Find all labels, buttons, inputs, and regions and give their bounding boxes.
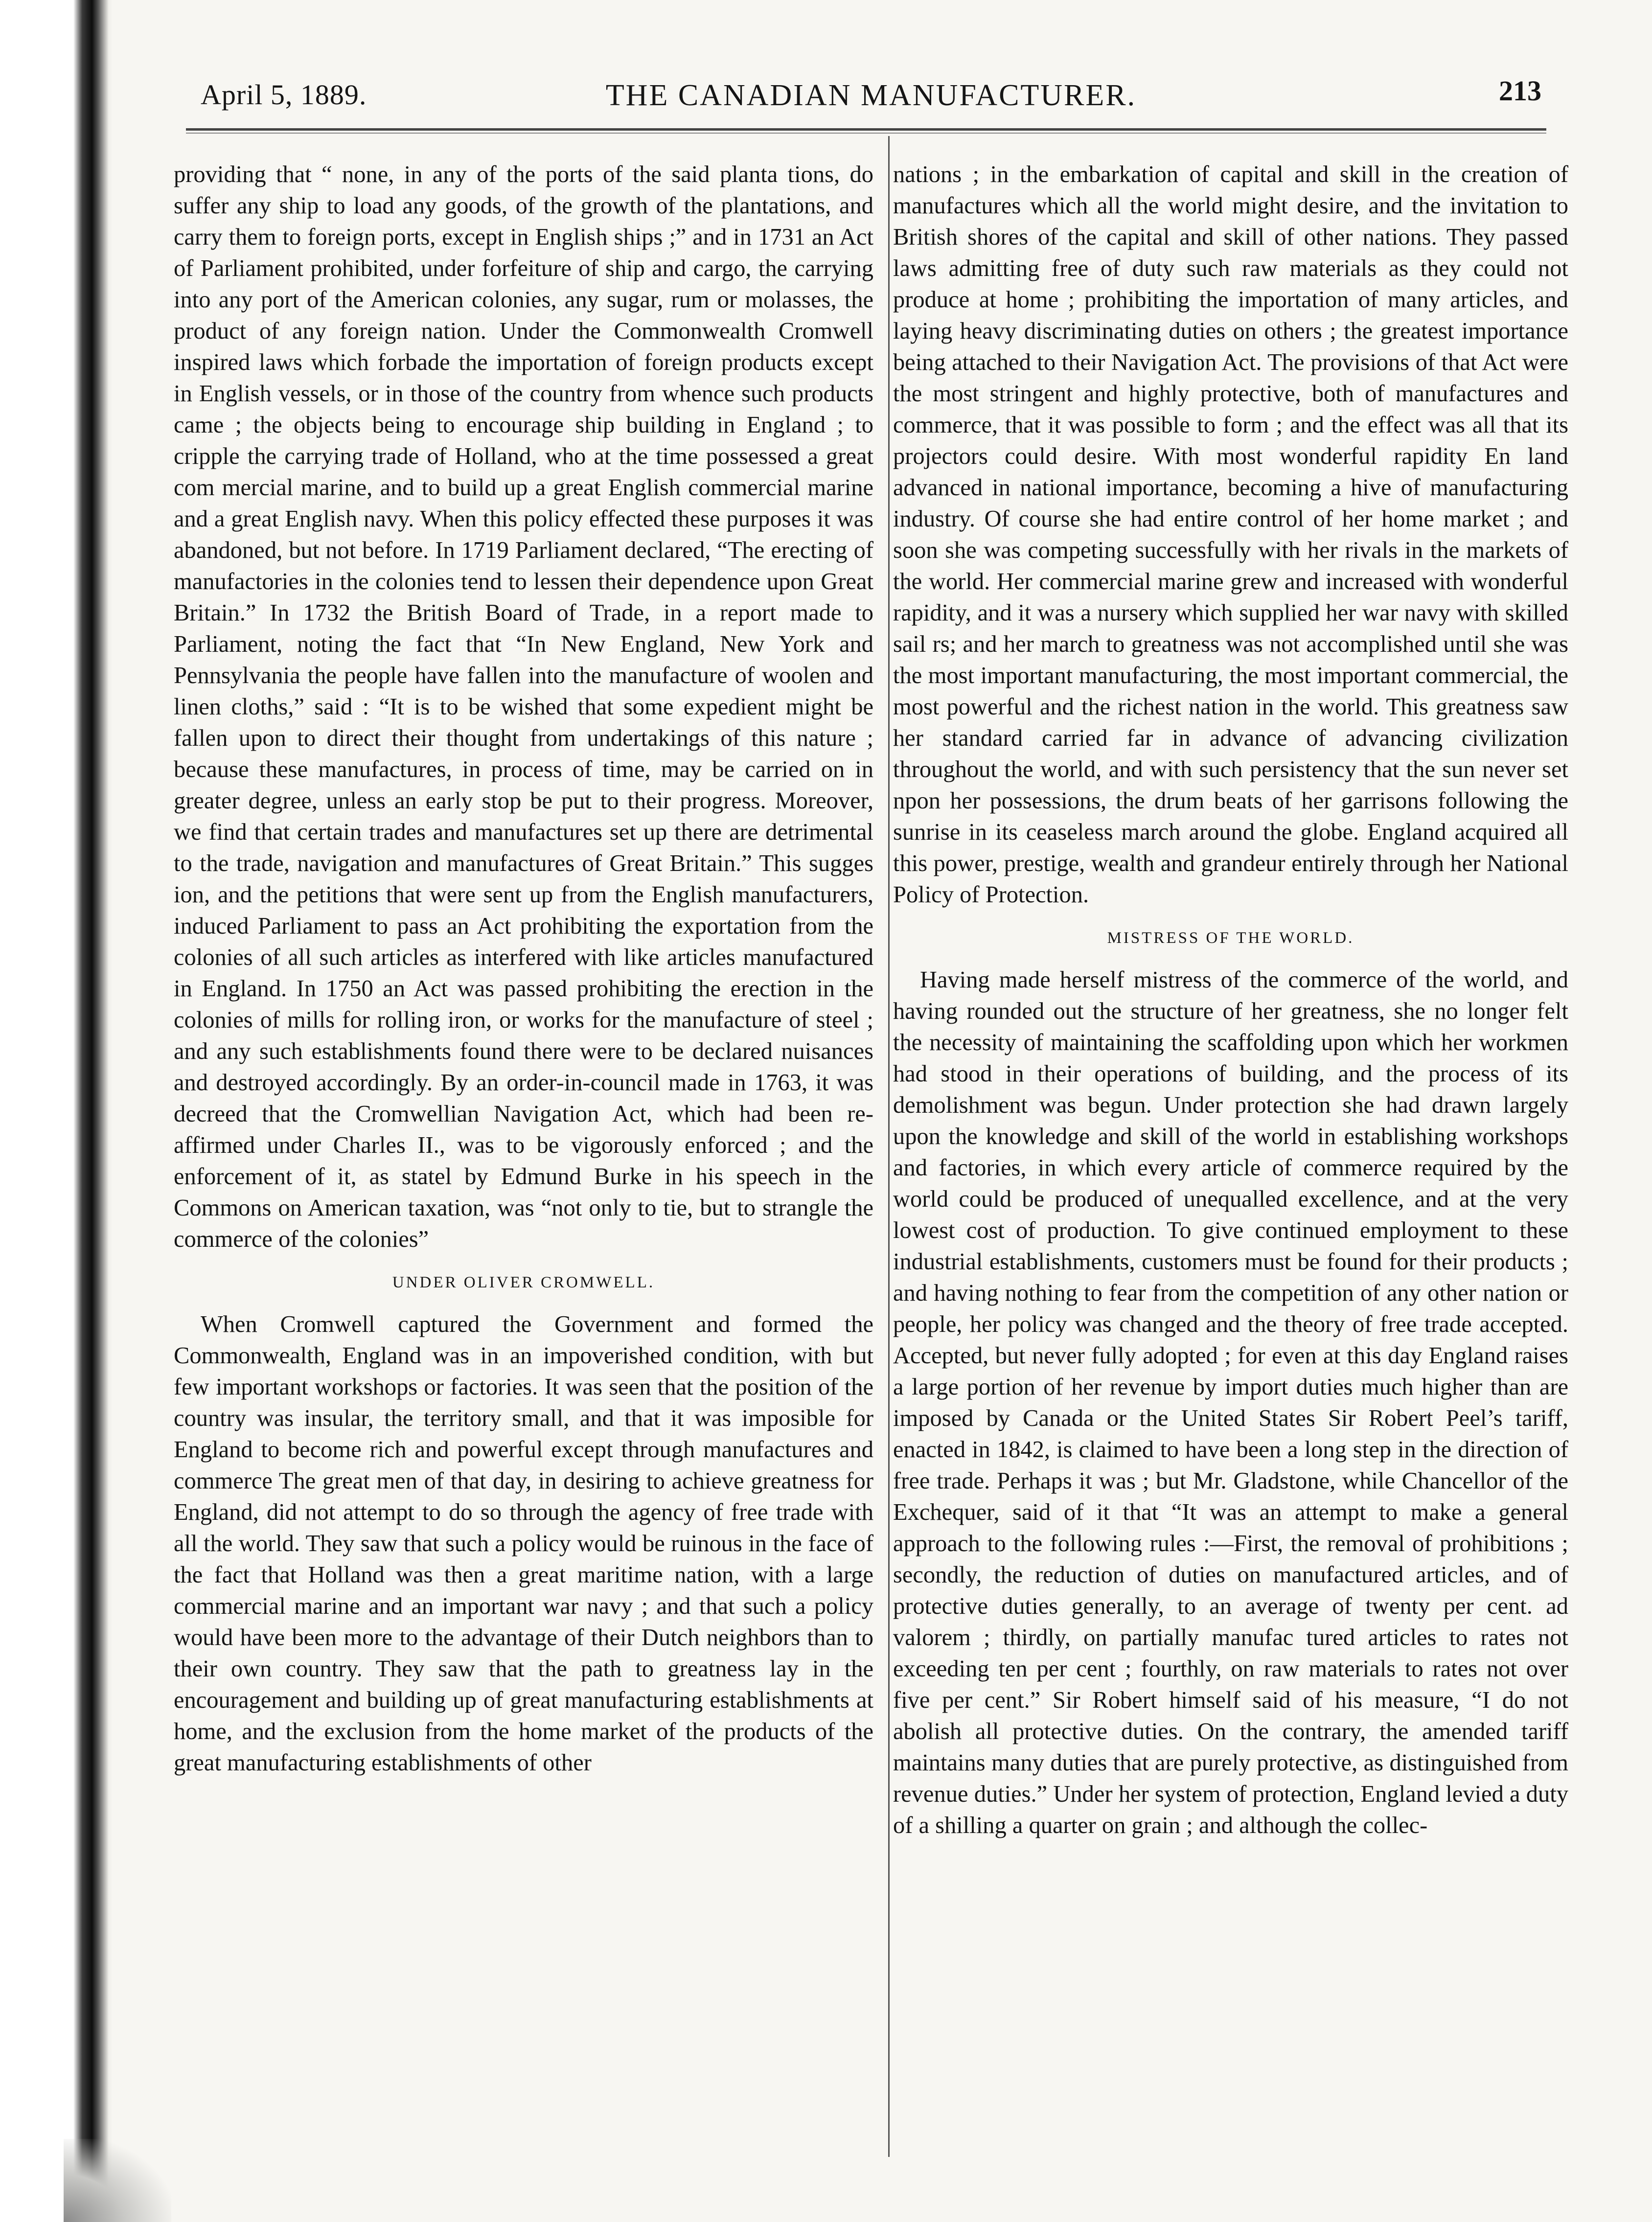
scan-smudge (64, 2139, 171, 2222)
page-number: 213 (1499, 75, 1541, 107)
left-paragraph-2: When Cromwell captured the Government and formed the Commonwealth, England was in an impoverished condition, with but few important workshops or factories. It was seen that the position of the country was insular, the territory small, and that it was imposible for England to become rich and powerful except through manufactures and commerce The great men of that day, in desiring to achieve greatness for England, did not attempt to do so through the agency of free trade with all the world. They saw that such a policy would be ruinous in the face of the fact that Holland was then a great maritime nation, with a large commercial marine and an important war navy ; and that such a policy would have been more to the advantage of their Dutch neighbors than to their own country. They saw that the path to greatness lay in the encouragement and building up of great manufacturing establishments at home, and the exclusion from the home market of the products of the great manufacturing establishments of other (174, 1311, 873, 1776)
right-paragraph-1: nations ; in the embarkation of capital and skill in the creation of manufactures which all the world might desire, and the invitation to British shores of the capital and skill of other nations. They passed laws admitting free of duty such raw materials as they could not produce at home ; prohibiting the importation of many articles, and laying heavy discriminating duties on others ; the greatest importance being attached to their Navigation Act. The provisions of that Act were the most stringent and highly protective, both of manufactures and commerce, that it was possible to form ; and the effect was all that its projectors could desire. With most wonderful rapidity En land advanced in national importance, becoming a hive of manufacturing industry. Of course she had entire control of her home market ; and soon she was competing successfully with her rivals in the markets of the world. Her commercial marine grew and increased with wonderful rapidity, and it was a nursery which supplied her war navy with skilled sail rs; and her march to greatness was not accomplished until she was the most important manufacturing, the most important commercial, the most powerful and the richest nation in the world. This greatness saw her standard carried far in advance of advancing civilization throughout the world, and with such persistency that the sun never set npon her possessions, the drum beats of her garrisons following the sunrise in its ceaseless march around the globe. England acquired all this power, prestige, wealth and grandeur entirely through her National Policy of Protection. (893, 161, 1568, 908)
right-column (893, 159, 1568, 1841)
column-divider (888, 136, 890, 2157)
section-heading-mistress-of-the-world: MISTRESS OF THE WORLD. (1107, 929, 1354, 947)
header-rule (186, 128, 1546, 134)
section-heading-under-oliver-cromwell: UNDER OLIVER CROMWELL. (392, 1274, 655, 1291)
publication-title: THE CANADIAN MANUFACTURER. (605, 79, 1137, 112)
page-header (201, 75, 1541, 122)
left-column (174, 159, 873, 1779)
scanned-binding-edge (0, 0, 113, 2222)
right-paragraph-2: Having made herself mistress of the commerce of the world, and having rounded out the structure of her greatness, she no longer felt the necessity of maintaining the scaffolding upon which her workmen had stood in their operations of building, and the process of its demolishment was begun. Under protection she had drawn largely upon the knowledge and skill of the world in establishing workshops and factories, in which every article of commerce required by the world could be produced of unequalled excellence, and at the very lowest cost of production. To give continued employment to these industrial establishments, customers must be found for their products ; and having nothing to fear from the competition of any other nation or people, her policy was changed and the theory of free trade accepted. Accepted, but never fully adopted ; for even at this day England raises a large portion of her revenue by import duties much higher than are imposed by Canada or the United States Sir Robert Peel’s tariff, enacted in 1842, is claimed to have been a long step in the direction of free trade. Perhaps it was ; but Mr. Gladstone, while Chancellor of the Exchequer, said of it that “It was an attempt to make a general approach to the following rules :—First, the removal of prohibitions ; secondly, the reduction of duties on manufactured articles, and of protective duties generally, to an average of twenty per cent. ad valorem ; thirdly, on partially manufac tured articles to rates not exceeding ten per cent ; fourthly, on raw materials to rates not over five per cent.” Sir Robert himself said of his measure, “I do not abolish all protective duties. On the contrary, the amended tariff maintains many duties that are purely protective, as distinguished from revenue duties.” Under her system of protection, England levied a duty of a shilling a quarter on grain ; and although the collec- (893, 967, 1568, 1838)
left-paragraph-1: providing that “ none, in any of the ports of the said planta tions, do suffer any ship to load any goods, of the growth of the plantations, and carry them to foreign ports, except in English ships ;” and in 1731 an Act of Parliament prohibited, under forfeiture of ship and cargo, the carrying into any port of the American colonies, any sugar, rum or molasses, the product of any foreign nation. Under the Commonwealth Cromwell inspired laws which forbade the importation of foreign products except in English vessels, or in those of the country from whence such products came ; the objects being to encourage ship building in England ; to cripple the carrying trade of Holland, who at the time possessed a great com mercial marine, and to build up a great English commercial marine and a great English navy. When this policy effected these purposes it was abandoned, but not before. In 1719 Parliament declared, “The erecting of manufactories in the colonies tend to lessen their dependence upon Great Britain.” In 1732 the British Board of Trade, in a report made to Parliament, noting the fact that “In New England, New York and Pennsylvania the people have fallen into the manufacture of woolen and linen cloths,” said : “It is to be wished that some expedient might be fallen upon to direct their thought from undertakings of this nature ; because these manufactures, in process of time, may be carried on in greater degree, unless an early stop be put to their progress. Moreover, we find that certain trades and manufactures set up there are detrimental to the trade, navigation and manufactures of Great Britain.” This sugges ion, and the petitions that were sent up from the English manufacturers, induced Parliament to pass an Act prohibiting the exportation from the colonies of all such articles as interfered with like articles manufactured in England. In 1750 an Act was passed prohibiting the erection in the colonies of mills for rolling iron, or works for the manufacture of steel ; and any such establishments found there were to be declared nuisances and destroyed accordingly. By an order-in-council made in 1763, it was decreed that the Cromwellian Navigation Act, which had been re-affirmed under Charles II., was to be vigorously enforced ; and the enforcement of it, as statel by Edmund Burke in his speech in the Commons on American taxation, was “not only to tie, but to strangle the commerce of the colonies” (174, 161, 873, 1252)
issue-date: April 5, 1889. (201, 79, 367, 111)
